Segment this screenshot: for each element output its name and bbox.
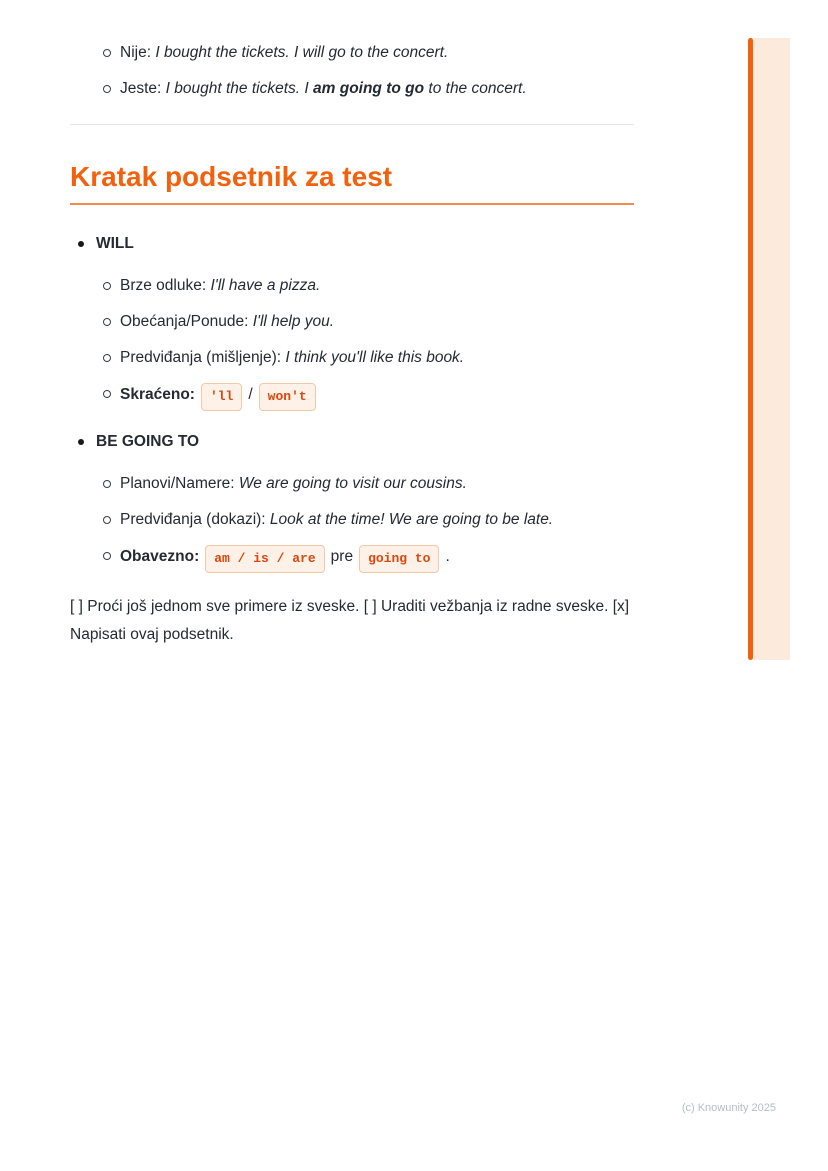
item-label: Nije: <box>120 44 156 61</box>
chip-middle-text: pre <box>330 548 354 565</box>
item-label: Predviđanja (mišljenje): <box>120 349 286 366</box>
summary-list <box>70 233 634 573</box>
page-scrollbar-thumb[interactable] <box>748 38 753 660</box>
item-label: Obavezno: <box>120 548 200 565</box>
intro-example-list <box>70 42 634 100</box>
item-example-bold: am going to go <box>313 80 425 97</box>
copyright-footer: (c) Knowunity 2025 <box>681 1102 776 1114</box>
item-example: Look at the time! We are going to be late. <box>269 511 554 528</box>
be-going-to-title: BE GOING TO <box>96 433 200 450</box>
item-label: Predviđanja (dokazi): <box>120 511 270 528</box>
list-item-will <box>70 233 634 411</box>
item-example: I'll have a pizza. <box>210 277 321 294</box>
list-item-nije <box>70 42 634 64</box>
sentence-period: . <box>445 548 450 565</box>
list-item-skraceno <box>96 383 634 411</box>
be-going-to-sublist <box>96 473 634 573</box>
document-content <box>70 42 634 665</box>
item-label: Obećanja/Ponude: <box>120 313 253 330</box>
code-chip-going-to: going to <box>359 545 439 573</box>
code-chip-ll: 'll <box>201 383 242 411</box>
item-example: I'll help you. <box>252 313 335 330</box>
will-sublist <box>96 275 634 411</box>
list-item <box>96 311 634 333</box>
section-heading-block <box>70 161 634 205</box>
list-item <box>96 473 634 495</box>
item-label: Planovi/Namere: <box>120 475 239 492</box>
item-example: I think you'll like this book. <box>285 349 465 366</box>
item-example-start: I bought the tickets. I <box>165 80 314 97</box>
item-example-end: to the concert. <box>424 80 527 97</box>
list-item <box>96 347 634 369</box>
list-item <box>96 275 634 297</box>
section-divider <box>70 124 634 125</box>
list-item-be-going-to <box>70 431 634 573</box>
page-scrollbar-track[interactable] <box>748 38 790 660</box>
item-example: I bought the tickets. I will go to the concert. <box>155 44 449 61</box>
item-label: Jeste: <box>120 80 166 97</box>
item-label: Skraćeno: <box>120 386 195 403</box>
will-title: WILL <box>96 235 134 252</box>
item-label: Brze odluke: <box>120 277 211 294</box>
item-example: We are going to visit our cousins. <box>238 475 467 492</box>
list-item <box>96 509 634 531</box>
code-chip-wont: won't <box>259 383 316 411</box>
code-chip-am-is-are: am / is / are <box>205 545 324 573</box>
list-item-obavezno <box>96 545 634 573</box>
chip-separator: / <box>248 386 253 403</box>
list-item-jeste <box>70 78 634 100</box>
todo-checklist: [ ] Proći još jednom sve primere iz sveske. [ ] Uraditi vežbanja iz radne sveske. [x] Napisati ovaj podsetnik. <box>70 598 630 643</box>
page-title: Kratak podsetnik za test <box>70 161 393 192</box>
